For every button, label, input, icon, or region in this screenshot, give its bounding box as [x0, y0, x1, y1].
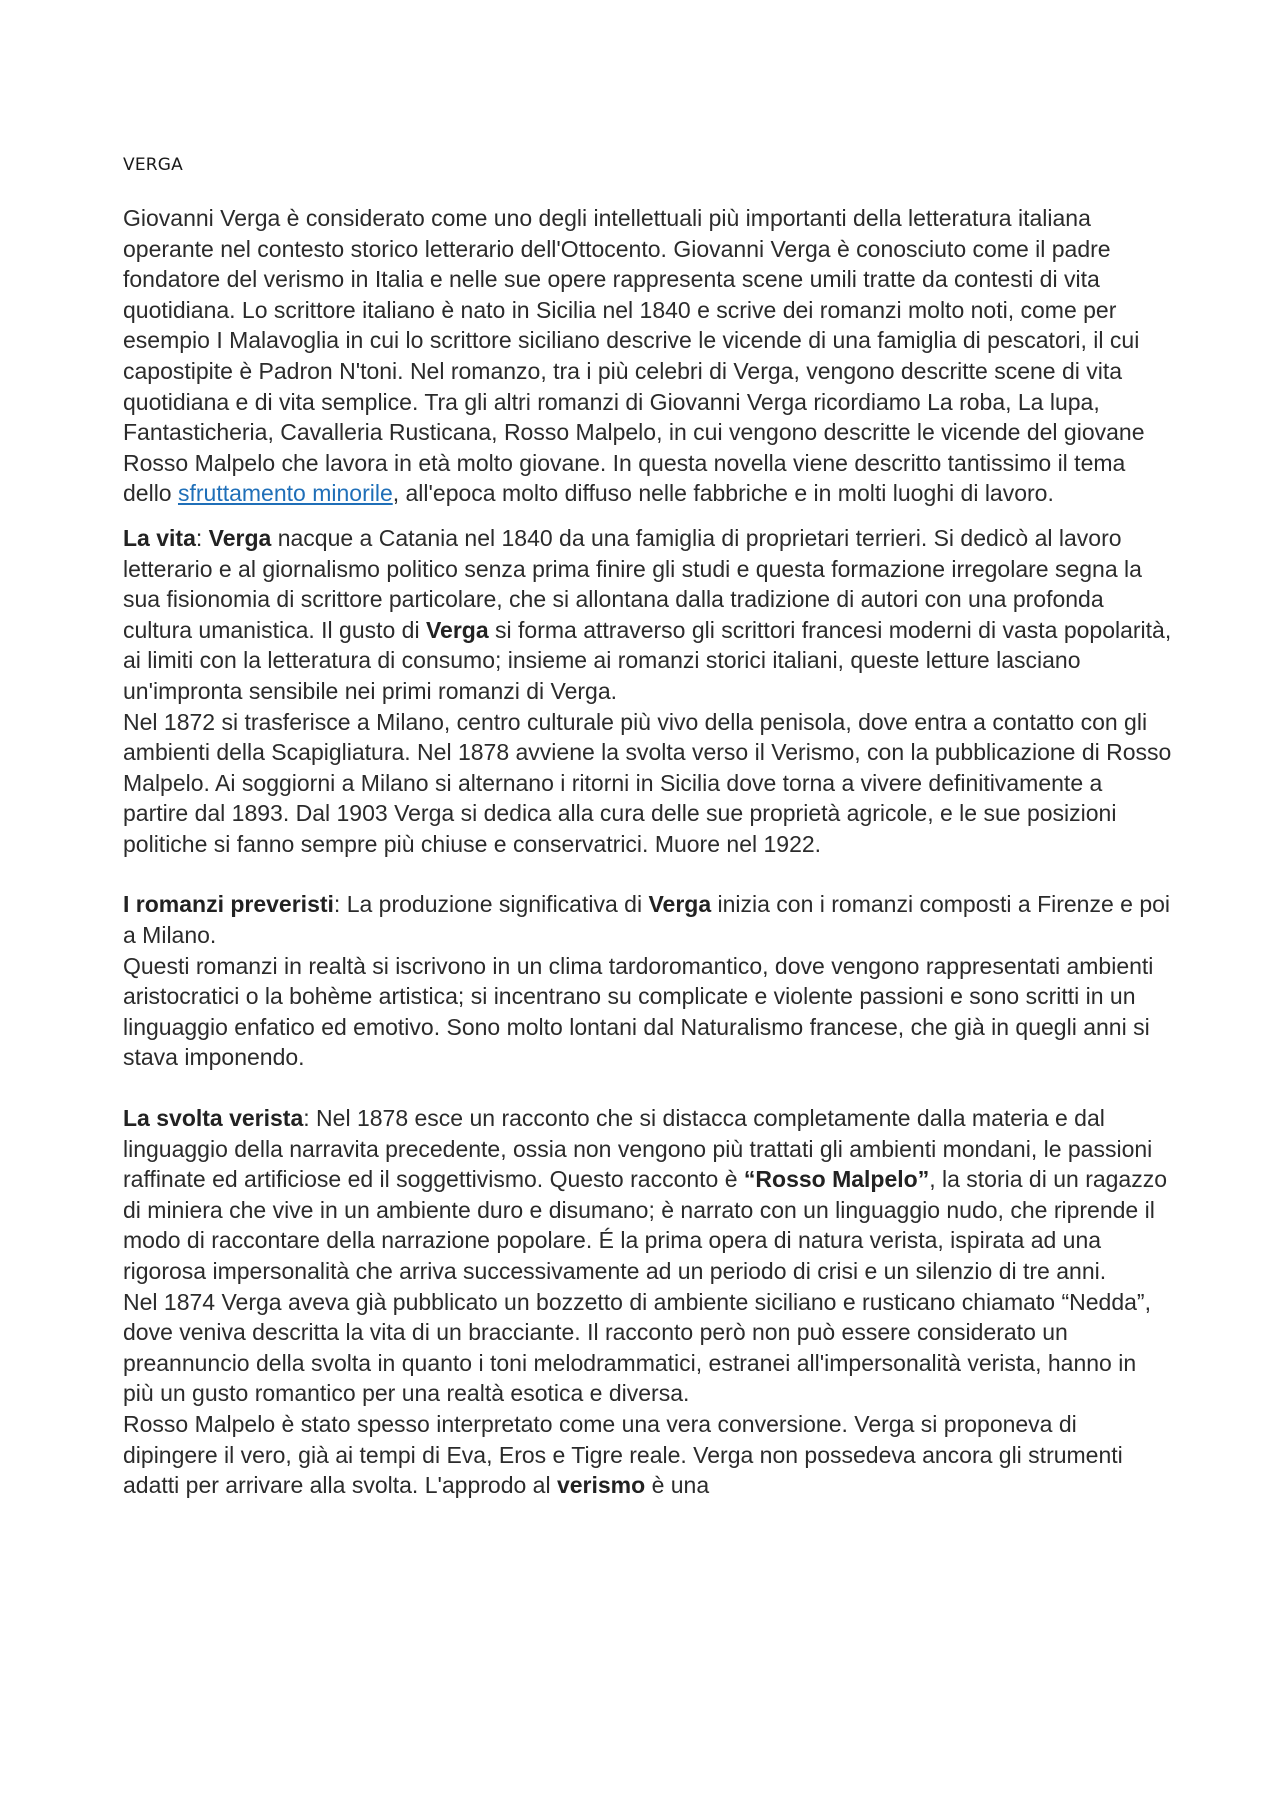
preveristi-text: inizia con i romanzi composti a Firenze e poi a Milano. — [123, 891, 1171, 949]
vita-paragraph — [123, 523, 1173, 707]
svolta-text: , la storia di un ragazzo di miniera che vive in un ambiente duro e disumano; è narrato con un linguaggio nudo, che riprende il modo di raccontare della narrazione popolare. É la prima opera di natura verista, ispirata ad una rigorosa impersonalità che arriva successivamente ad un periodo di crisi e un silenzio di tre anni. — [123, 1166, 1168, 1284]
svolta-heading: La svolta verista — [123, 1105, 304, 1132]
document-body — [123, 203, 1173, 1501]
document-title: VERGA — [123, 155, 183, 175]
verga-bold: Verga — [208, 524, 272, 551]
conversione-text: Rosso Malpelo è stato spesso interpretato come una vera conversione. Verga si proponeva di dipingere il vero, già ai tempi di Eva, Eros e Tigre reale. Verga non possedeva ancora gli strumenti adatti per arrivare alla svolta. L'approdo al — [123, 1410, 1123, 1499]
preveristi-heading: I romanzi preveristi — [123, 891, 334, 918]
vita-text: si forma attraverso gli scrittori francesi moderni di vasta popolarità, ai limiti con la letteratura di consumo; insieme ai romanzi storici italiani, queste letture lasciano un'impronta sensibile nei primi romanzi di Verga. — [123, 616, 1172, 704]
verga-bold: Verga — [648, 891, 712, 918]
svolta-text: Nel 1878 esce un racconto che si distacca completamente dalla materia e dal linguaggio della narravita precedente, ossia non vengono più trattati gli ambienti mondani, le passioni raffinate ed artificiose ed il soggettivismo. Questo racconto è — [123, 1105, 1153, 1193]
rosso-malpelo-bold: “Rosso Malpelo” — [743, 1166, 930, 1193]
milano-paragraph: Nel 1872 si trasferisce a Milano, centro culturale più vivo della penisola, dove entra a contatto con gli ambienti della Scapigliatura. Nel 1878 avviene la svolta verso il Verismo, con la pubblicazione di Rosso Malpelo. Ai soggiorni a Milano si alternano i ritorni in Sicilia dove torna a vivere definitivamente a partire dal 1893. Dal 1903 Verga si dedica alla cura delle sue proprietà agricole, e le sue posizioni politiche si fanno sempre più chiuse e conservatrici. Muore nel 1922. — [123, 708, 1172, 857]
verismo-bold: verismo — [556, 1472, 646, 1499]
preveristi-colon: : — [333, 891, 347, 918]
preveristi-paragraph-2: Questi romanzi in realtà si iscrivono in un clima tardoromantico, dove vengono rappresentati ambienti aristocratici o la bohème artistica; si incentrano su complicate e violente passioni e sono scritti in un linguaggio enfatico ed emotivo. Sono molto lontani dal Naturalismo francese, che già in quegli anni si stava imponendo. — [123, 952, 1154, 1071]
intro-text-end: , all'epoca molto diffuso nelle fabbriche e in molti luoghi di lavoro. — [392, 480, 1054, 507]
verga-bold: Verga — [425, 616, 489, 643]
intro-paragraph — [123, 203, 1173, 509]
sfruttamento-minorile-link[interactable]: sfruttamento minorile — [177, 480, 393, 507]
nedda-paragraph: Nel 1874 Verga aveva già pubblicato un bozzetto di ambiente siciliano e rusticano chiamato “Nedda”, dove veniva descritta la vita di un bracciante. Il racconto però non può essere considerato un preannuncio della svolta in quanto i toni melodrammatici, estranei all'impersonalità verista, hanno in più un gusto romantico per una realtà esotica e diversa. — [123, 1288, 1151, 1407]
svolta-paragraph — [123, 1103, 1173, 1287]
vita-heading: La vita — [123, 524, 196, 551]
conversione-text: è una — [645, 1472, 710, 1499]
conversione-paragraph — [123, 1409, 1173, 1501]
vita-text: nacque a Catania nel 1840 da una famiglia di proprietari terrieri. Si dedicò al lavoro letterario e al giornalismo politico senza prima finire gli studi e questa formazione irregolare segna la sua fisionomia di scrittore particolare, che si allontana dalla tradizione di autori con una profonda cultura umanistica. Il gusto di — [123, 524, 1142, 643]
intro-text: Giovanni Verga è considerato come uno degli intellettuali più importanti della letteratura italiana operante nel contesto storico letterario dell'Ottocento. Giovanni Verga è conosciuto come il padre fondatore del verismo in Italia e nelle sue opere rappresenta scene umili tratte da contesti di vita quotidiana. Lo scrittore italiano è nato in Sicilia nel 1840 e scrive dei romanzi molto noti, come per esempio I Malavoglia in cui lo scrittore siciliano descrive le vicende di una famiglia di pescatori, il cui capostipite è Padron N'toni. Nel romanzo, tra i più celebri di Verga, vengono descritte scene di vita quotidiana e di vita semplice. Tra gli altri romanzi di Giovanni Verga ricordiamo La roba, La lupa, Fantasticheria, Cavalleria Rusticana, Rosso Malpelo, in cui vengono descritte le vicende del giovane Rosso Malpelo che lavora in età molto giovane. In questa novella viene descritto tantissimo il tema dello — [123, 205, 1145, 507]
vita-colon: : — [195, 524, 209, 551]
preveristi-text: La produzione significativa di — [346, 891, 649, 918]
svolta-colon: : — [303, 1105, 317, 1132]
preveristi-paragraph — [123, 889, 1173, 950]
